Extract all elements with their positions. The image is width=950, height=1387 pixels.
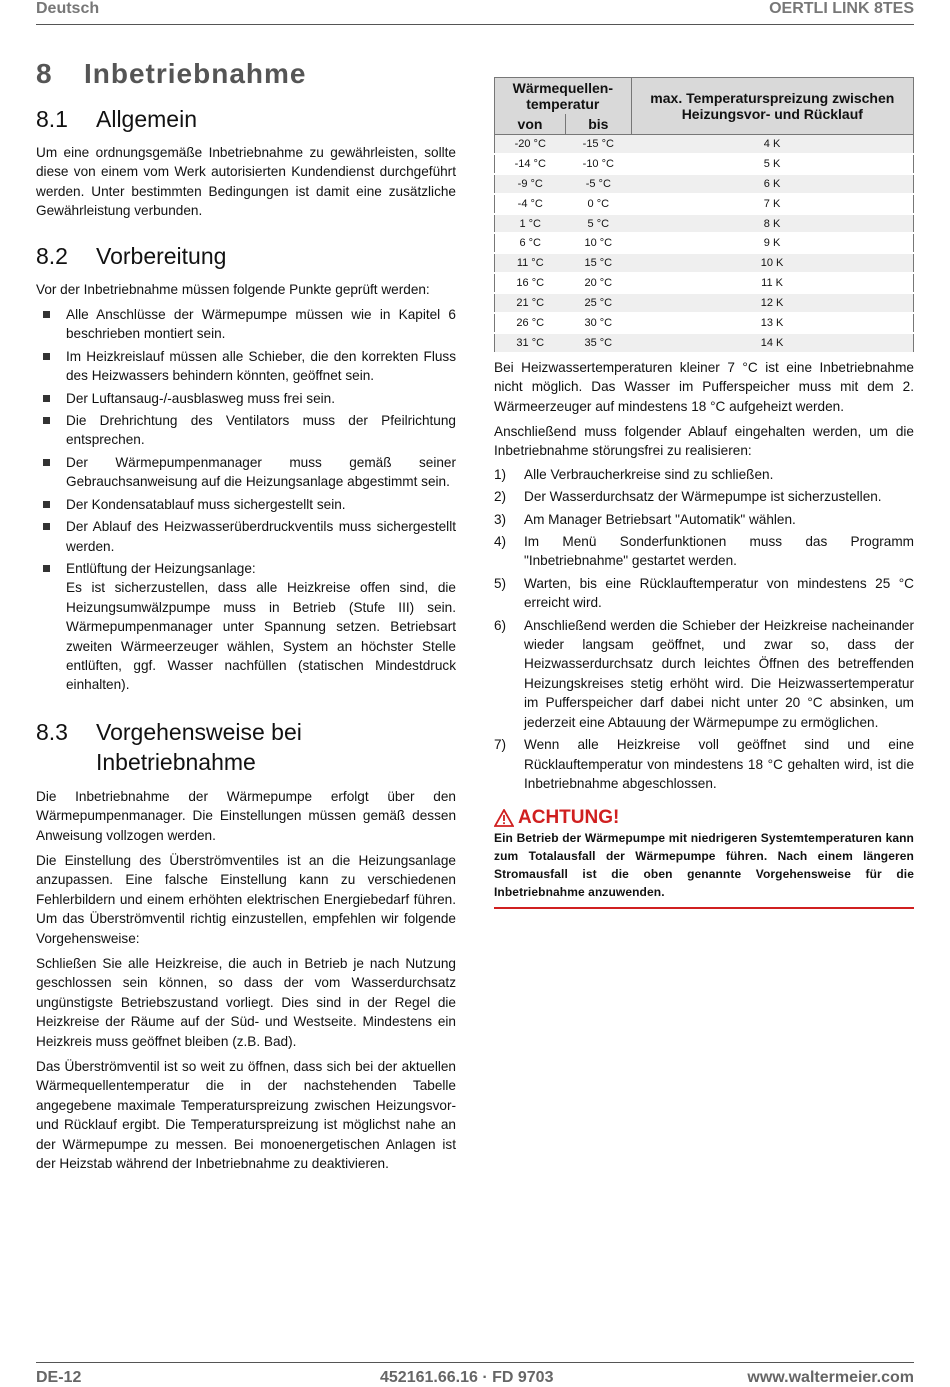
table-cell-from: -14 °C [495, 154, 566, 174]
list-item: Der Luftansaug-/-ausblasweg muss frei sein. [36, 389, 456, 408]
section-8-1-text: Um eine ordnungsgemäße Inbetriebnahme zu gewährleisten, sollte diese von einem vom Werk autorisierten Kundendienst durchgeführt werden. Unter bestimmten Bedingungen ist damit eine zusätzliche Gewährleistung verbunden. [36, 145, 456, 219]
step-text: Alle Verbraucherkreise sind zu schließen. [524, 466, 774, 482]
left-column [36, 58, 456, 1179]
table-cell-from: -9 °C [495, 174, 566, 194]
warning-triangle-icon [494, 809, 514, 827]
table-cell-from: -4 °C [495, 194, 566, 214]
step-text: Am Manager Betriebsart "Automatik" wählen. [524, 511, 796, 527]
table-row [495, 154, 914, 174]
right-p2: Anschließend muss folgender Ablauf eingehalten werden, um die Inbetriebnahme störungsfrei zu realisieren: [494, 424, 914, 459]
step-number: 3) [494, 511, 507, 527]
section-title-line1: Vorgehensweise bei [96, 718, 302, 745]
right-p1: Bei Heizwassertemperaturen kleiner 7 °C ist eine Inbetriebnahme nicht möglich. Das Wasser im Pufferspeicher muss mit dem 2. Wärmeerzeuger auf mindestens 18 °C aufgeheizt werden. [494, 359, 914, 414]
section-number: 8.2 [36, 242, 68, 269]
procedure-steps [494, 465, 914, 794]
section-title: Allgemein [96, 106, 197, 132]
chapter-title: Inbetriebnahme [84, 58, 307, 89]
table-cell-to: -5 °C [566, 174, 632, 194]
table-cell-spread: 4 K [631, 135, 913, 154]
header-language: Deutsch [36, 0, 100, 17]
table-cell-spread: 7 K [631, 194, 913, 214]
table-cell-from: 21 °C [495, 293, 566, 313]
list-item: Entlüftung der Heizungsanlage: Es ist sicherzustellen, dass alle Heizkreise offen sind, die Heizungsumwälzpumpe muss in Betrieb (Stufe III) sein. Wärmepumpenmanager unter Spannung setzen. Betriebsart zweiten Wärmeerzeuger wählen, System an höchster Stelle entlüften, ggf. Wasser nachfüllen (statischen Mindestdruck einhalten). [36, 559, 456, 695]
section-title-line2: Inbetriebnahme [96, 748, 256, 775]
footer-page-number: DE-12 [36, 1369, 82, 1386]
table-cell-to: -15 °C [566, 135, 632, 154]
step-text: Wenn alle Heizkreise voll geöffnet sind und eine Rücklauftemperatur von mindestens 18 °C gehalten wird, ist die Inbetriebnahme abgeschlossen. [524, 737, 914, 791]
table-row [495, 313, 914, 333]
table-cell-to: 20 °C [566, 273, 632, 293]
table-cell-spread: 13 K [631, 313, 913, 333]
table-cell-to: 15 °C [566, 253, 632, 273]
chapter-heading [36, 58, 456, 90]
step-item [494, 532, 914, 571]
table-header-source-temp: Wärmequellen-temperatur [495, 78, 632, 115]
warning-divider [494, 907, 914, 909]
preparation-list [36, 305, 456, 695]
table-cell-spread: 6 K [631, 174, 913, 194]
step-text: Warten, bis eine Rücklauftemperatur von mindestens 25 °C erreicht wird. [524, 575, 914, 611]
table-header-to: bis [566, 114, 632, 135]
section-title: Vorbereitung [96, 242, 227, 269]
table-cell-to: 30 °C [566, 313, 632, 333]
step-item [494, 487, 914, 506]
bullet-square-icon [43, 565, 50, 572]
table-cell-from: 26 °C [495, 313, 566, 333]
header-product: OERTLI LINK 8TES [769, 0, 914, 17]
table-cell-from: 11 °C [495, 253, 566, 273]
footer-doc-id: 452161.66.16 · FD 9703 [380, 1369, 554, 1386]
section-8-2-intro: Vor der Inbetriebnahme müssen folgende Punkte geprüft werden: [36, 281, 430, 297]
bullet-square-icon [43, 501, 50, 508]
right-column [494, 77, 914, 909]
table-row [495, 233, 914, 253]
table-cell-spread: 12 K [631, 293, 913, 313]
bullet-square-icon [43, 459, 50, 466]
bullet-square-icon [43, 353, 50, 360]
bullet-square-icon [43, 417, 50, 424]
step-item [494, 510, 914, 529]
table-cell-from: 1 °C [495, 214, 566, 234]
table-cell-spread: 14 K [631, 333, 913, 353]
section-number: 8.1 [36, 106, 68, 132]
list-item: Alle Anschlüsse der Wärmepumpe müssen wie in Kapitel 6 beschrieben montiert sein. [36, 305, 456, 344]
bullet-square-icon [43, 395, 50, 402]
table-body [495, 135, 914, 353]
table-cell-to: 0 °C [566, 194, 632, 214]
step-number: 2) [494, 489, 507, 505]
table-row [495, 293, 914, 313]
step-number: 6) [494, 617, 507, 633]
table-row [495, 214, 914, 234]
table-row [495, 253, 914, 273]
table-cell-to: 35 °C [566, 333, 632, 353]
footer-website-link[interactable]: www.waltermeier.com [747, 1369, 914, 1386]
step-number: 5) [494, 575, 507, 591]
warning-title-text: ACHTUNG! [518, 807, 620, 829]
page-header [36, 0, 914, 25]
table-cell-from: -20 °C [495, 135, 566, 154]
list-item: Der Kondensatablauf muss sichergestellt sein. [36, 495, 456, 514]
table-row [495, 273, 914, 293]
step-item [494, 465, 914, 484]
step-item [494, 616, 914, 732]
table-cell-from: 31 °C [495, 333, 566, 353]
table-cell-from: 6 °C [495, 233, 566, 253]
table-cell-spread: 5 K [631, 154, 913, 174]
table-row [495, 135, 914, 154]
temperature-spread-table [494, 77, 914, 354]
warning-text: Ein Betrieb der Wärmepumpe mit niedrigeren Systemtemperaturen kann zum Totalausfall der Wärmepumpe führen. Nach einem längeren Stromausfall ist die oben genannte Vorgehensweise für die Inbetriebnahme anzuwenden. [494, 831, 914, 900]
table-row [495, 194, 914, 214]
step-text: Im Menü Sonderfunktionen muss das Programm "Inbetriebnahme" gestartet werden. [524, 534, 914, 569]
chapter-number: 8 [36, 58, 53, 89]
section-8-3-p1: Die Inbetriebnahme der Wärmepumpe erfolgt über den Wärmepumpenmanager. Die Einstellungen müssen gemäß dessen Anweisung vollzogen werden. [36, 788, 456, 843]
table-cell-spread: 10 K [631, 253, 913, 273]
table-cell-to: 5 °C [566, 214, 632, 234]
section-number: 8.3 [36, 718, 68, 745]
step-text: Der Wasserdurchsatz der Wärmepumpe ist sicherzustellen. [524, 489, 882, 505]
table-cell-from: 16 °C [495, 273, 566, 293]
warning-title [494, 807, 914, 829]
section-8-3-p4: Das Überströmventil ist so weit zu öffnen, dass sich bei der aktuellen Wärmequellentemperatur die in der nachstehenden Tabelle angegebene maximale Temperaturspreizung zwischen Heizungsvor- und Rücklauf ergibt. Die Temperaturspreizung ist möglichst nahe an der Wärmepumpe zu messen. Bei monoenergetischen Anlagen ist der Heizstab während der Inbetriebnahme zu deaktivieren. [36, 1059, 456, 1172]
warning-box [494, 807, 914, 909]
bullet-square-icon [43, 311, 50, 318]
section-8-3-p2: Die Einstellung des Überströmventiles ist an die Heizungsanlage anzupassen. Eine falsche Einstellung kann zu verschiedenen Fehlerbildern und einem erhöhten elektrischen Energiebedarf führen. Um das Überströmventil richtig einzustellen, empfehlen wir folgende Vorgehensweise: [36, 852, 456, 946]
table-header-spread: max. Temperaturspreizung zwischen Heizungsvor- und Rücklauf [631, 78, 913, 135]
page-footer [36, 1362, 914, 1387]
list-item: Im Heizkreislauf müssen alle Schieber, die den korrekten Fluss des Heizwassers behindern könnten, geöffnet sein. [36, 347, 456, 386]
list-item: Der Wärmepumpenmanager muss gemäß seiner Gebrauchsanweisung auf die Heizungsanlage abgestimmt sein. [36, 453, 456, 492]
table-cell-to: 10 °C [566, 233, 632, 253]
table-header-from: von [495, 114, 566, 135]
step-item [494, 735, 914, 793]
list-item: Die Drehrichtung des Ventilators muss der Pfeilrichtung entsprechen. [36, 411, 456, 450]
table-row [495, 333, 914, 353]
table-cell-spread: 11 K [631, 273, 913, 293]
section-8-3-p3: Schließen Sie alle Heizkreise, die auch in Betrieb je nach Nutzung geschlossen sein können, so dass der vom Wasserdurchsatz ungünstigste Betriebszustand vorliegt. Dies sind in der Regel die Heizkreise der Räume auf der Süd- und Westseite. Mindestens ein Heizkreis muss geöffnet bleiben (z.B. Bad). [36, 956, 456, 1049]
section-8-2-heading [36, 243, 456, 270]
section-8-3-heading [36, 717, 456, 777]
table-cell-to: 25 °C [566, 293, 632, 313]
table-row [495, 174, 914, 194]
step-item [494, 574, 914, 613]
step-number: 1) [494, 466, 507, 482]
section-8-1-heading [36, 106, 456, 133]
step-number: 7) [494, 737, 507, 753]
bullet-square-icon [43, 523, 50, 530]
table-cell-to: -10 °C [566, 154, 632, 174]
table-cell-spread: 8 K [631, 214, 913, 234]
step-text: Anschließend werden die Schieber der Heizkreise nacheinander wieder langsam geöffnet, und zwar so, dass der Heizwasserdurchsatz durch leichtes Öffnen des betreffenden Heizungskreises stetig erhöht wird. Die Heizwassertemperatur im Pufferspeicher darf dabei nicht unter 20 °C absinken, um jederzeit eine Abtauung der Wärmepumpe zu ermöglichen. [524, 617, 914, 730]
list-item: Der Ablauf des Heizwasserüberdruckventils muss sichergestellt werden. [36, 517, 456, 556]
table-cell-spread: 9 K [631, 233, 913, 253]
step-number: 4) [494, 534, 507, 550]
